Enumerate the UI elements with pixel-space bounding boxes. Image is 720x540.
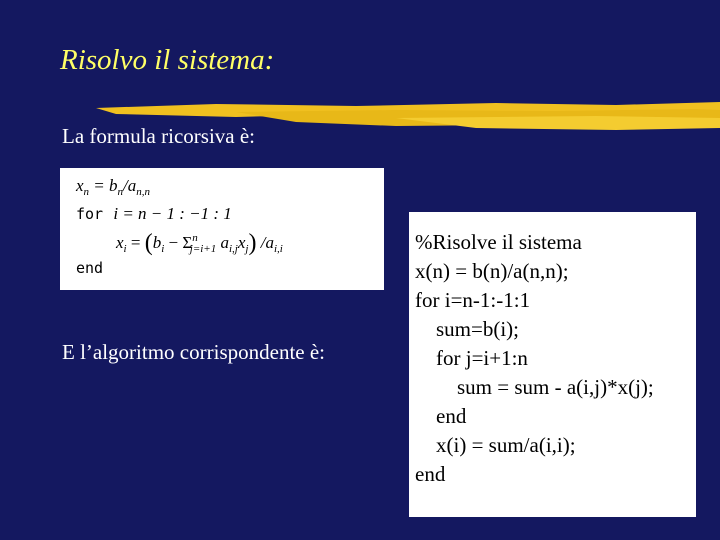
subscript: i xyxy=(161,243,165,255)
subscript: n xyxy=(83,186,90,198)
sigma-symbol: Σ xyxy=(182,233,193,252)
equals-b: = b xyxy=(89,176,118,195)
code-line: for j=i+1:n xyxy=(415,346,528,370)
code-line: x(i) = sum/a(i,i); xyxy=(415,433,576,457)
code-line: %Risolve il sistema xyxy=(415,230,582,254)
equals: = xyxy=(126,233,145,252)
divide-a: /a xyxy=(123,176,137,195)
subscript: j xyxy=(245,243,249,255)
code-line: sum = sum - a(i,j)*x(j); xyxy=(415,375,654,399)
subscript: n,n xyxy=(136,186,151,198)
a-symbol: a xyxy=(216,233,229,252)
superscript: n xyxy=(192,232,198,244)
x-symbol: x xyxy=(237,233,246,252)
algorithm-text: E l’algoritmo corrispondente è: xyxy=(62,340,326,364)
code-box xyxy=(409,212,696,517)
open-paren: ( xyxy=(144,230,153,256)
b-symbol: b xyxy=(152,233,162,252)
close-paren: ) xyxy=(248,230,257,256)
formula-line-4 xyxy=(76,258,103,278)
minus: − xyxy=(164,233,183,252)
formula-line-2 xyxy=(76,204,232,224)
subscript: i,i xyxy=(273,243,283,255)
subscript: j=i+1 xyxy=(189,243,217,255)
for-keyword: for xyxy=(76,205,104,223)
x-symbol: x xyxy=(116,233,124,252)
code-line: sum=b(i); xyxy=(415,317,520,341)
slide-title: Risolvo il sistema: xyxy=(60,44,275,76)
code-line: for i=n-1:-1:1 xyxy=(415,288,531,312)
code-line: x(n) = b(n)/a(n,n); xyxy=(415,259,569,283)
end-keyword: end xyxy=(76,259,104,277)
subscript: i,j xyxy=(228,243,238,255)
divide-a: /a xyxy=(256,233,274,252)
formula-line-3 xyxy=(116,230,283,257)
x-symbol: x xyxy=(76,176,84,195)
formula-line-1 xyxy=(76,176,150,198)
intro-text: La formula ricorsiva è: xyxy=(62,124,255,148)
subscript: n xyxy=(117,186,124,198)
formula-box xyxy=(60,168,384,290)
code-line: end xyxy=(415,462,446,486)
subscript: i xyxy=(123,243,127,255)
code-line: end xyxy=(415,404,467,428)
loop-range: i = n − 1 : −1 : 1 xyxy=(113,204,232,223)
